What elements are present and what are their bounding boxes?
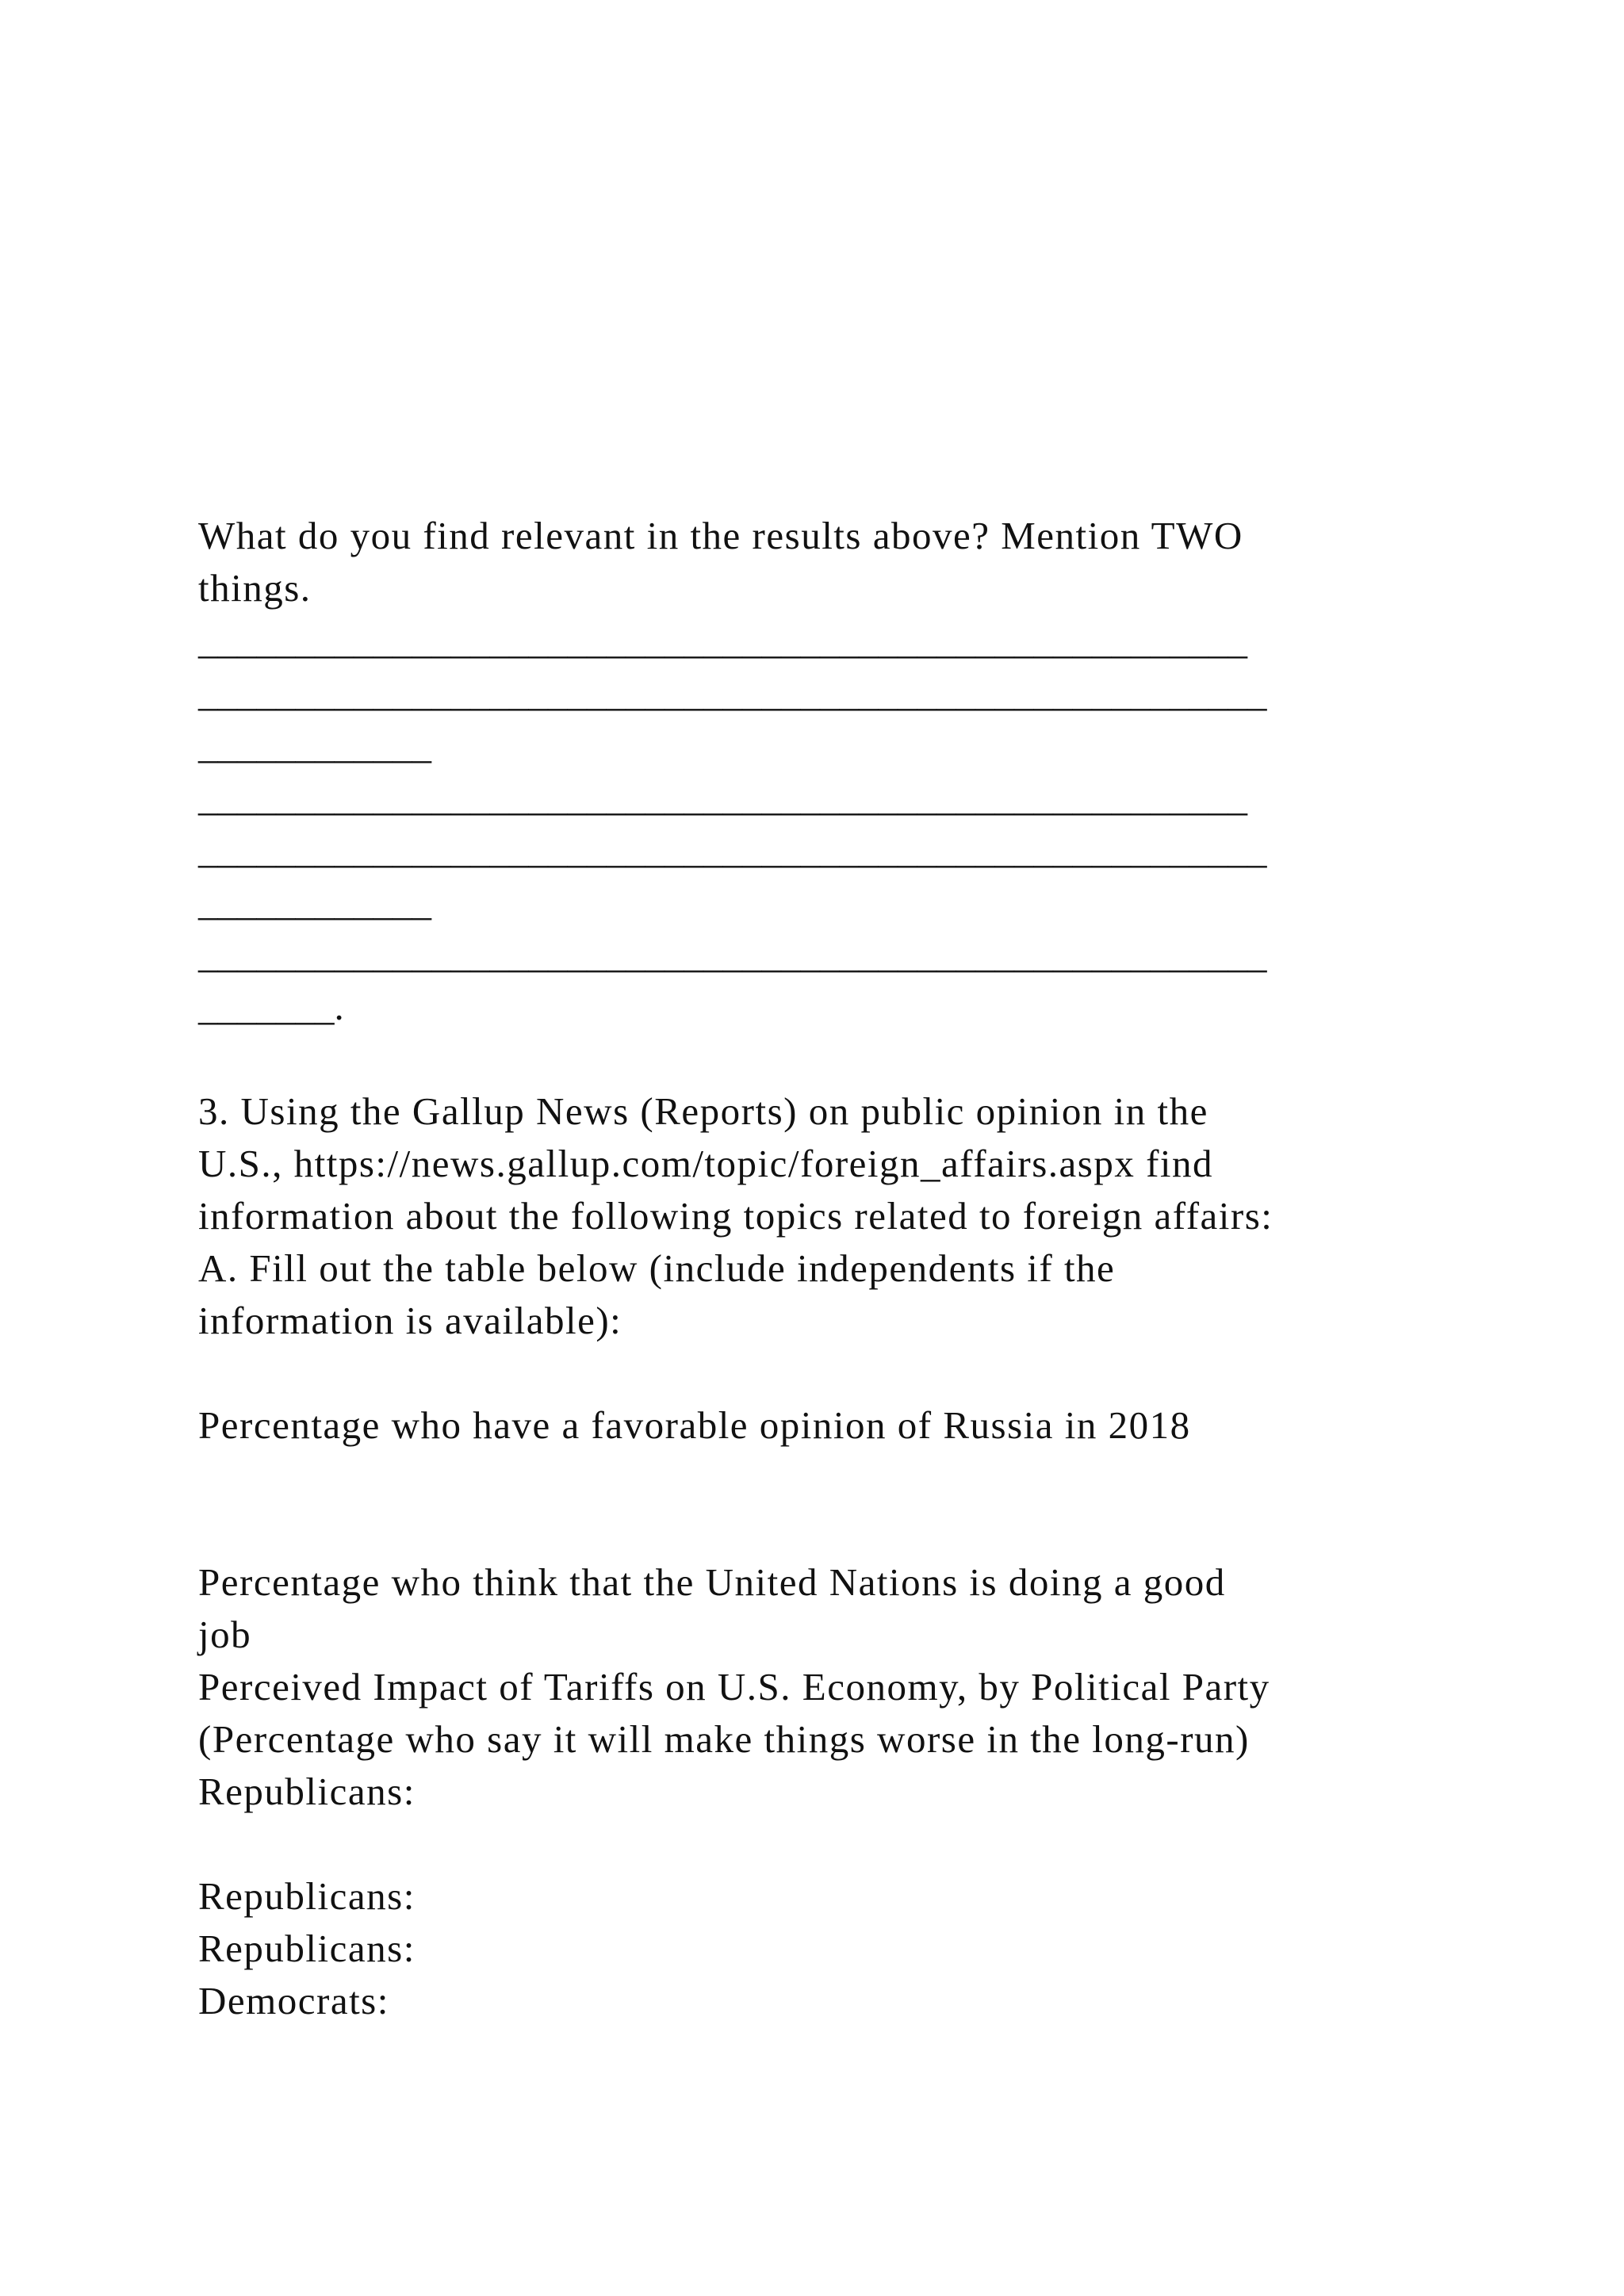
un-item-line-1: Percentage who think that the United Nations is doing a good [198,1560,1226,1604]
answer-line: ______________________________________________________ [198,775,1247,819]
answer-line: ____________ [198,723,431,767]
party-label-republicans: Republicans: [198,1874,416,1918]
party-label-democrats: Democrats: [198,1979,389,2022]
section-3-line-2: U.S., https://news.gallup.com/topic/foreign_affairs.aspx find [198,1142,1214,1185]
section-3-line-1: 3. Using the Gallup News (Reports) on public opinion in the [198,1089,1208,1133]
question-prompt-line-2: things. [198,566,312,610]
answer-line: ______________________________________________________ [198,618,1247,662]
answer-line: _______. [198,985,344,1028]
question-prompt-line-1: What do you find relevant in the results above? Mention TWO [198,514,1243,557]
un-item-line-2: job [198,1613,252,1656]
russia-item: Percentage who have a favorable opinion of Russia in 2018 [198,1403,1191,1447]
answer-line: _______________________________________________________ [198,828,1267,871]
tariffs-item-line-1: Perceived Impact of Tariffs on U.S. Economy, by Political Party [198,1665,1270,1709]
section-3-line-4: A. Fill out the table below (include independents if the [198,1246,1116,1290]
section-3-line-3: information about the following topics related to foreign affairs: [198,1194,1274,1238]
tariffs-item-line-2: (Percentage who say it will make things worse in the long-run) [198,1717,1250,1761]
tariffs-republicans-label: Republicans: [198,1770,416,1813]
answer-line: _______________________________________________________ [198,932,1267,976]
answer-line: ____________ [198,880,431,924]
party-label-republicans: Republicans: [198,1927,416,1970]
section-3-line-5: information is available): [198,1299,622,1342]
answer-line: _______________________________________________________ [198,671,1267,714]
